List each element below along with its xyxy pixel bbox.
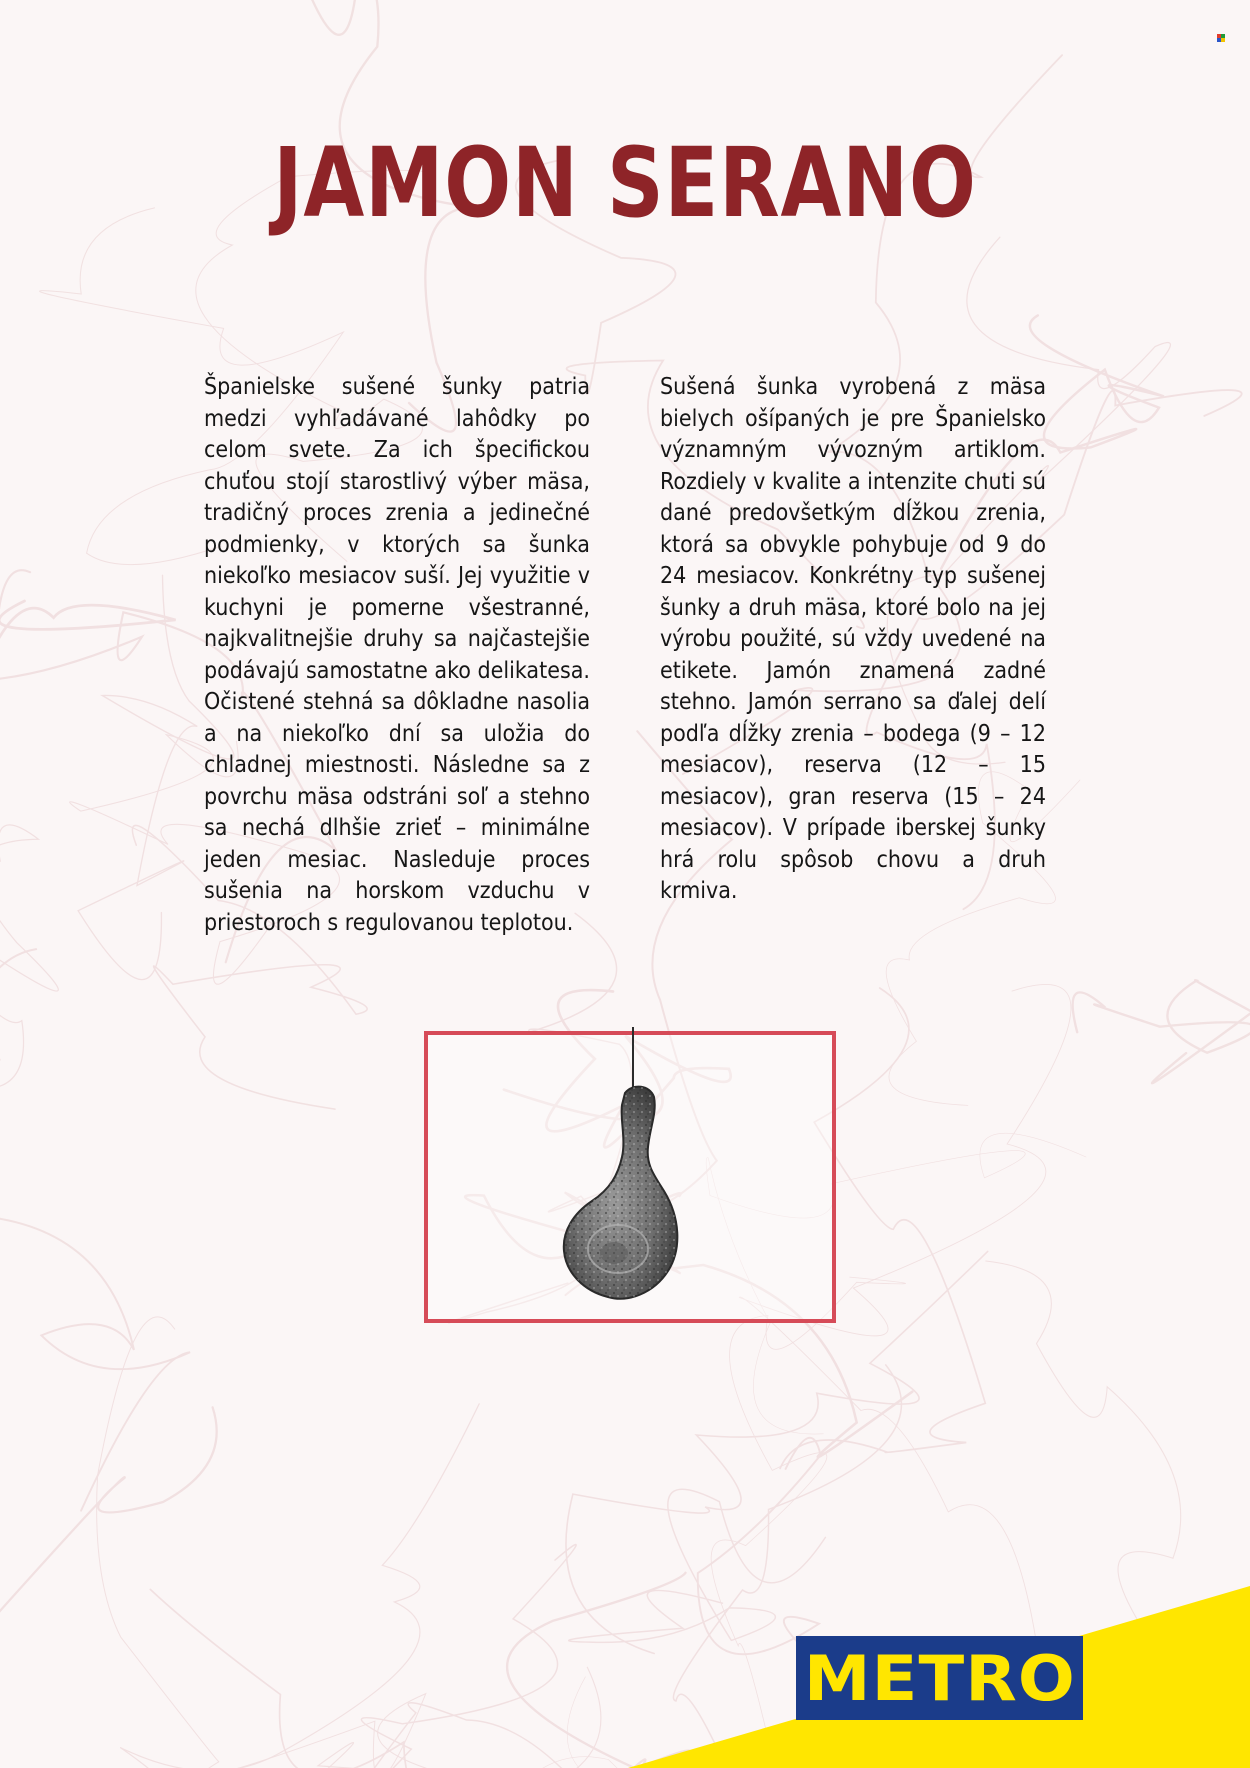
article-left-column: Španielske sušené šunky patria medzi vyhľadávané lahôdky po celom svete. Za ich špecifickou chuťou stojí starostlivý výber mäsa, tradičný proces zrenia a jedinečné podmienky, v ktorých sa šunka niekoľko mesiacov suší. Jej využitie v kuchyni je pomerne všestranné, najkvalitnejšie druhy sa najčastejšie podávajú samostatne ako delikatesa. Očistené stehná sa dôkladne nasolia a na niekoľko dní sa uložia do chladnej miestnosti. Následne sa z povrchu mäsa odstráni soľ a stehno sa nechá dlhšie zrieť – minimálne jeden mesiac. Nasleduje proces sušenia na horskom vzduchu v priestoroch s regulovanou teplotou.	[204, 374, 590, 936]
metro-logo	[796, 1636, 1083, 1720]
article-right-column: Sušená šunka vyrobená z mäsa bielych ošípaných je pre Španielsko významným vývozným artiklom. Rozdiely v kvalite a intenzite chuti sú dané predovšetkým dĺžkou zrenia, ktorá sa obvykle pohybuje od 9 do 24 mesiacov. Konkrétny typ sušenej šunky a druh mäsa, ktoré bolo na jej výrobu použité, sú vždy uvedené na etikete. Jamón znamená zadné stehno. Jamón serrano sa ďalej delí podľa dĺžky zrenia – bodega (9 – 12 mesiacov), reserva (12 – 15 mesiacov), gran reserva (15 – 24 mesiacov). V prípade iberskej šunky hrá rolu spôsob chovu a druh krmiva.	[660, 374, 1046, 904]
metro-logo-text: METRO	[803, 1641, 1076, 1715]
page-title: JAMON SERANO	[273, 127, 977, 239]
